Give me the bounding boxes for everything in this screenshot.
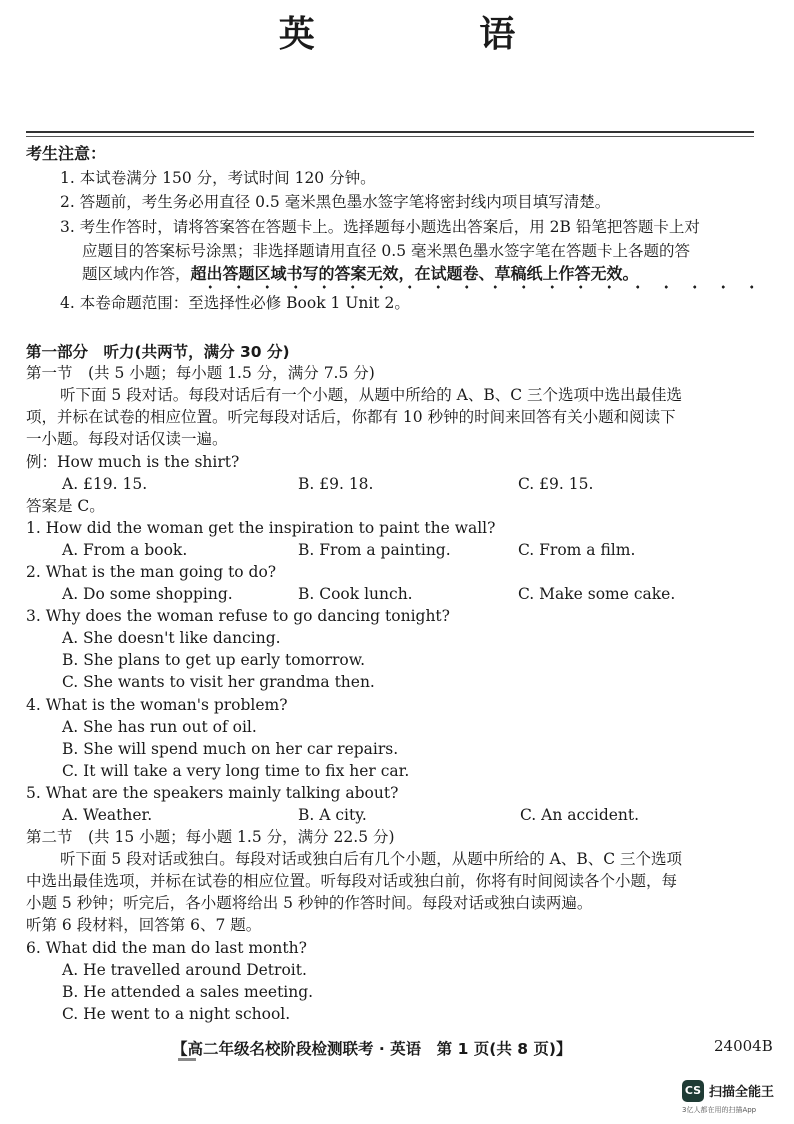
example-option-c: C. £9. 15. bbox=[518, 475, 594, 493]
option-a: A. She doesn't like dancing. bbox=[62, 629, 281, 647]
scanner-name: 扫描全能王 bbox=[709, 1085, 775, 1100]
instruction-line: 听下面 5 段对话或独白。每段对话或独白后有几个小题，从题中所给的 A、B、C 三个选项 bbox=[60, 850, 683, 868]
option-a: A. She has run out of oil. bbox=[62, 718, 257, 736]
notice-item: 1. 本试卷满分 150 分，考试时间 120 分钟。 bbox=[60, 169, 376, 187]
question: 1. How did the woman get the inspiration to paint the wall? bbox=[26, 519, 496, 537]
emphasis-dots bbox=[196, 285, 756, 289]
instruction-line: 中选出最佳选项，并标在试卷的相应位置。听每段对话或独白前，你将有时间阅读各个小题，每 bbox=[26, 872, 678, 890]
option-a: A. Weather. bbox=[62, 806, 153, 824]
option-c: C. From a film. bbox=[518, 541, 636, 559]
option-b: B. He attended a sales meeting. bbox=[62, 983, 314, 1001]
instruction-line: 项，并标在试卷的相应位置。听完每段对话后，你都有 10 秒钟的时间来回答有关小题和阅读下 bbox=[26, 408, 676, 426]
instruction-line: 听下面 5 段对话。每段对话后有一个小题，从题中所给的 A、B、C 三个选项中选出最佳选 bbox=[60, 386, 683, 404]
header-divider bbox=[26, 131, 754, 133]
example-option-a: A. £19. 15. bbox=[62, 475, 148, 493]
example-option-b: B. £9. 18. bbox=[298, 475, 374, 493]
part-heading: 第一部分 听力(共两节，满分 30 分) bbox=[26, 343, 290, 361]
question: 5. What are the speakers mainly talking about? bbox=[26, 784, 399, 802]
material-note: 听第 6 段材料，回答第 6、7 题。 bbox=[26, 916, 262, 934]
option-b: B. A city. bbox=[298, 806, 367, 824]
header-divider-thin bbox=[26, 136, 754, 137]
instruction-line: 小题 5 秒钟；听完后，各小题将给出 5 秒钟的作答时间。每段对话或独白读两遍。 bbox=[26, 894, 593, 912]
scanner-logo-icon: CS bbox=[682, 1080, 704, 1102]
scanner-tagline: 3亿人都在用的扫描App bbox=[682, 1106, 757, 1114]
option-a: A. From a book. bbox=[62, 541, 188, 559]
option-a: A. He travelled around Detroit. bbox=[62, 961, 307, 979]
question: 6. What did the man do last month? bbox=[26, 939, 307, 957]
notice-item-text: 题区域内作答， bbox=[82, 265, 191, 283]
option-b: B. She will spend much on her car repairs. bbox=[62, 740, 399, 758]
option-b: B. From a painting. bbox=[298, 541, 451, 559]
option-b: B. She plans to get up early tomorrow. bbox=[62, 651, 366, 669]
scan-mark bbox=[178, 1058, 196, 1061]
page-title: 英 语 bbox=[278, 14, 592, 55]
option-c: C. He went to a night school. bbox=[62, 1005, 291, 1023]
instruction-line: 一小题。每段对话仅读一遍。 bbox=[26, 430, 228, 448]
question: 2. What is the man going to do? bbox=[26, 563, 277, 581]
notice-heading: 考生注意： bbox=[26, 144, 107, 163]
option-c: C. Make some cake. bbox=[518, 585, 676, 603]
option-c: C. She wants to visit her grandma then. bbox=[62, 673, 375, 691]
option-c: C. It will take a very long time to fix her car. bbox=[62, 762, 410, 780]
section-heading: 第一节 (共 5 小题；每小题 1.5 分，满分 7.5 分) bbox=[26, 364, 375, 382]
option-b: B. Cook lunch. bbox=[298, 585, 413, 603]
notice-item: 4. 本卷命题范围：至选择性必修 Book 1 Unit 2。 bbox=[60, 294, 410, 312]
exam-code: 24004B bbox=[714, 1037, 773, 1055]
section-heading: 第二节 (共 15 小题；每小题 1.5 分，满分 22.5 分) bbox=[26, 828, 395, 846]
notice-item: 2. 答题前，考生务必用直径 0.5 毫米黑色墨水签字笔将密封线内项目填写清楚。 bbox=[60, 193, 611, 211]
notice-item-cont bbox=[82, 263, 639, 285]
notice-item-cont: 应题目的答案标号涂黑；非选择题请用直径 0.5 毫米黑色墨水签字笔在答题卡上各题的答 bbox=[82, 242, 691, 260]
example-question: 例：How much is the shirt? bbox=[26, 453, 240, 471]
example-answer: 答案是 C。 bbox=[26, 497, 105, 515]
question: 3. Why does the woman refuse to go dancing tonight? bbox=[26, 607, 450, 625]
option-a: A. Do some shopping. bbox=[62, 585, 233, 603]
notice-item: 3. 考生作答时，请将答案答在答题卡上。选择题每小题选出答案后，用 2B 铅笔把答题卡上对 bbox=[60, 218, 700, 236]
option-c: C. An accident. bbox=[520, 806, 640, 824]
page-footer: 【高二年级名校阶段检测联考 · 英语 第 1 页(共 8 页)】 bbox=[172, 1040, 572, 1058]
question: 4. What is the woman's problem? bbox=[26, 696, 288, 714]
notice-emphasis: 超出答题区域书写的答案无效，在试题卷、草稿纸上作答无效。 bbox=[190, 264, 639, 283]
